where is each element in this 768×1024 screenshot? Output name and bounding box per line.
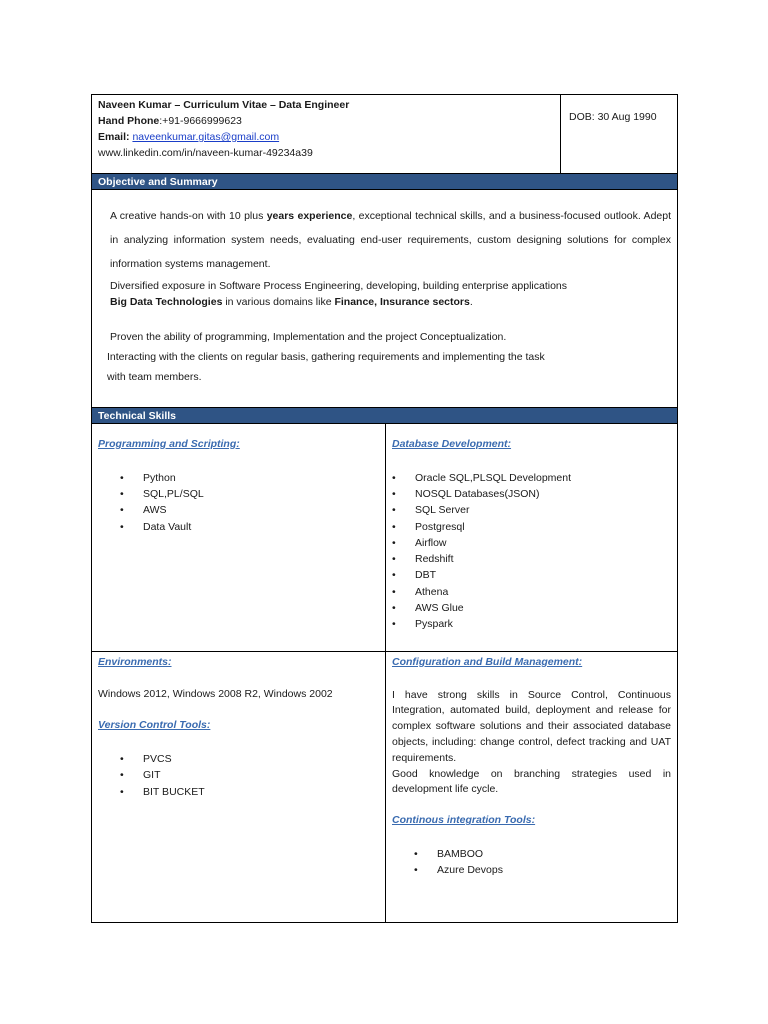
objective-section bbox=[92, 190, 677, 408]
objective-line: Proven the ability of programming, Implementation and the project Conceptualization. bbox=[110, 331, 507, 343]
list-item: • Python bbox=[120, 470, 379, 486]
config-cell bbox=[386, 652, 677, 922]
objective-paragraph-1 bbox=[110, 204, 671, 276]
email-link[interactable]: naveenkumar.gitas@gmail.com bbox=[132, 131, 280, 143]
list-item: • Airflow bbox=[392, 535, 671, 551]
cv-header bbox=[92, 95, 677, 174]
skills-row-2 bbox=[92, 652, 677, 922]
list-item: • Oracle SQL,PLSQL Development bbox=[392, 470, 671, 486]
objective-text: . bbox=[469, 296, 473, 308]
database-cell bbox=[386, 424, 677, 651]
bold-sectors: Finance, Insurance sectors bbox=[334, 296, 470, 308]
objective-paragraph-2 bbox=[110, 278, 671, 310]
list-item: • BIT BUCKET bbox=[120, 784, 379, 800]
objective-line: Interacting with the clients on regular basis, gathering requirements and implementing the task bbox=[107, 351, 545, 363]
environments-cell bbox=[92, 652, 386, 922]
programming-cell bbox=[92, 424, 386, 651]
objective-line: Diversified exposure in Software Process Engineering, developing, building enterprise applications bbox=[110, 280, 568, 292]
environments-heading: Environments: bbox=[98, 656, 172, 668]
list-item: • BAMBOO bbox=[414, 846, 671, 862]
list-item: • AWS Glue bbox=[392, 600, 671, 616]
list-item: • Azure Devops bbox=[414, 862, 671, 878]
objective-line bbox=[110, 294, 671, 310]
skills-row-1 bbox=[92, 424, 677, 652]
list-item: • DBT bbox=[392, 567, 671, 583]
objective-text: A creative hands-on with 10 plus bbox=[110, 210, 267, 222]
bold-big-data: Big Data Technologies bbox=[110, 296, 223, 308]
programming-list bbox=[120, 470, 379, 535]
database-heading: Database Development: bbox=[392, 438, 512, 450]
cv-document bbox=[91, 94, 678, 923]
config-heading: Configuration and Build Management: bbox=[392, 656, 583, 668]
config-text-2: Good knowledge on branching strategies used in development life cycle. bbox=[392, 767, 671, 796]
ci-heading: Continous integration Tools: bbox=[392, 814, 536, 827]
list-item: • NOSQL Databases(JSON) bbox=[392, 486, 671, 502]
objective-paragraph-3 bbox=[107, 327, 671, 387]
list-item: • Data Vault bbox=[120, 519, 379, 535]
list-item: • SQL,PL/SQL bbox=[120, 486, 379, 502]
vcs-list bbox=[120, 751, 379, 800]
database-list bbox=[392, 470, 671, 633]
email-label: Email: bbox=[98, 131, 130, 143]
cv-title: Naveen Kumar – Curriculum Vitae – Data Engineer bbox=[98, 99, 350, 111]
technical-skills-heading: Technical Skills bbox=[92, 408, 677, 424]
objective-text: , exceptional technical skills, and a business-focused outlook. Adept in analyzing information system needs, evaluating end-user requirements, custom designing solutions for complex information systems management. bbox=[110, 210, 671, 270]
list-item: • PVCS bbox=[120, 751, 379, 767]
list-item: • AWS bbox=[120, 502, 379, 518]
vcs-heading: Version Control Tools: bbox=[98, 719, 211, 732]
phone-value: :+91-9666999623 bbox=[159, 115, 242, 127]
list-item: • Postgresql bbox=[392, 519, 671, 535]
config-text: I have strong skills in Source Control, Continuous Integration, automated build, deployment and release for complex software solutions and their associated database objects, including: change control, defect tracking and UAT requirements. bbox=[392, 688, 671, 764]
phone-label: Hand Phone bbox=[98, 115, 160, 127]
phone-line bbox=[98, 113, 554, 129]
ci-list bbox=[414, 846, 671, 879]
list-item: • Athena bbox=[392, 584, 671, 600]
objective-text: in various domains like bbox=[222, 296, 335, 308]
objective-heading: Objective and Summary bbox=[92, 174, 677, 190]
list-item: • GIT bbox=[120, 767, 379, 783]
email-line bbox=[98, 129, 554, 145]
objective-bold-years: years experience bbox=[266, 210, 353, 222]
list-item: • Redshift bbox=[392, 551, 671, 567]
list-item: • Pyspark bbox=[392, 616, 671, 632]
programming-heading: Programming and Scripting: bbox=[98, 438, 240, 450]
environments-text: Windows 2012, Windows 2008 R2, Windows 2002 bbox=[98, 687, 333, 700]
dob-cell bbox=[561, 95, 677, 173]
objective-line: with team members. bbox=[107, 371, 202, 383]
dob-text: DOB: 30 Aug 1990 bbox=[569, 111, 657, 123]
list-item: • SQL Server bbox=[392, 502, 671, 518]
contact-block bbox=[92, 95, 561, 173]
linkedin-url: www.linkedin.com/in/naveen-kumar-49234a39 bbox=[98, 147, 313, 159]
